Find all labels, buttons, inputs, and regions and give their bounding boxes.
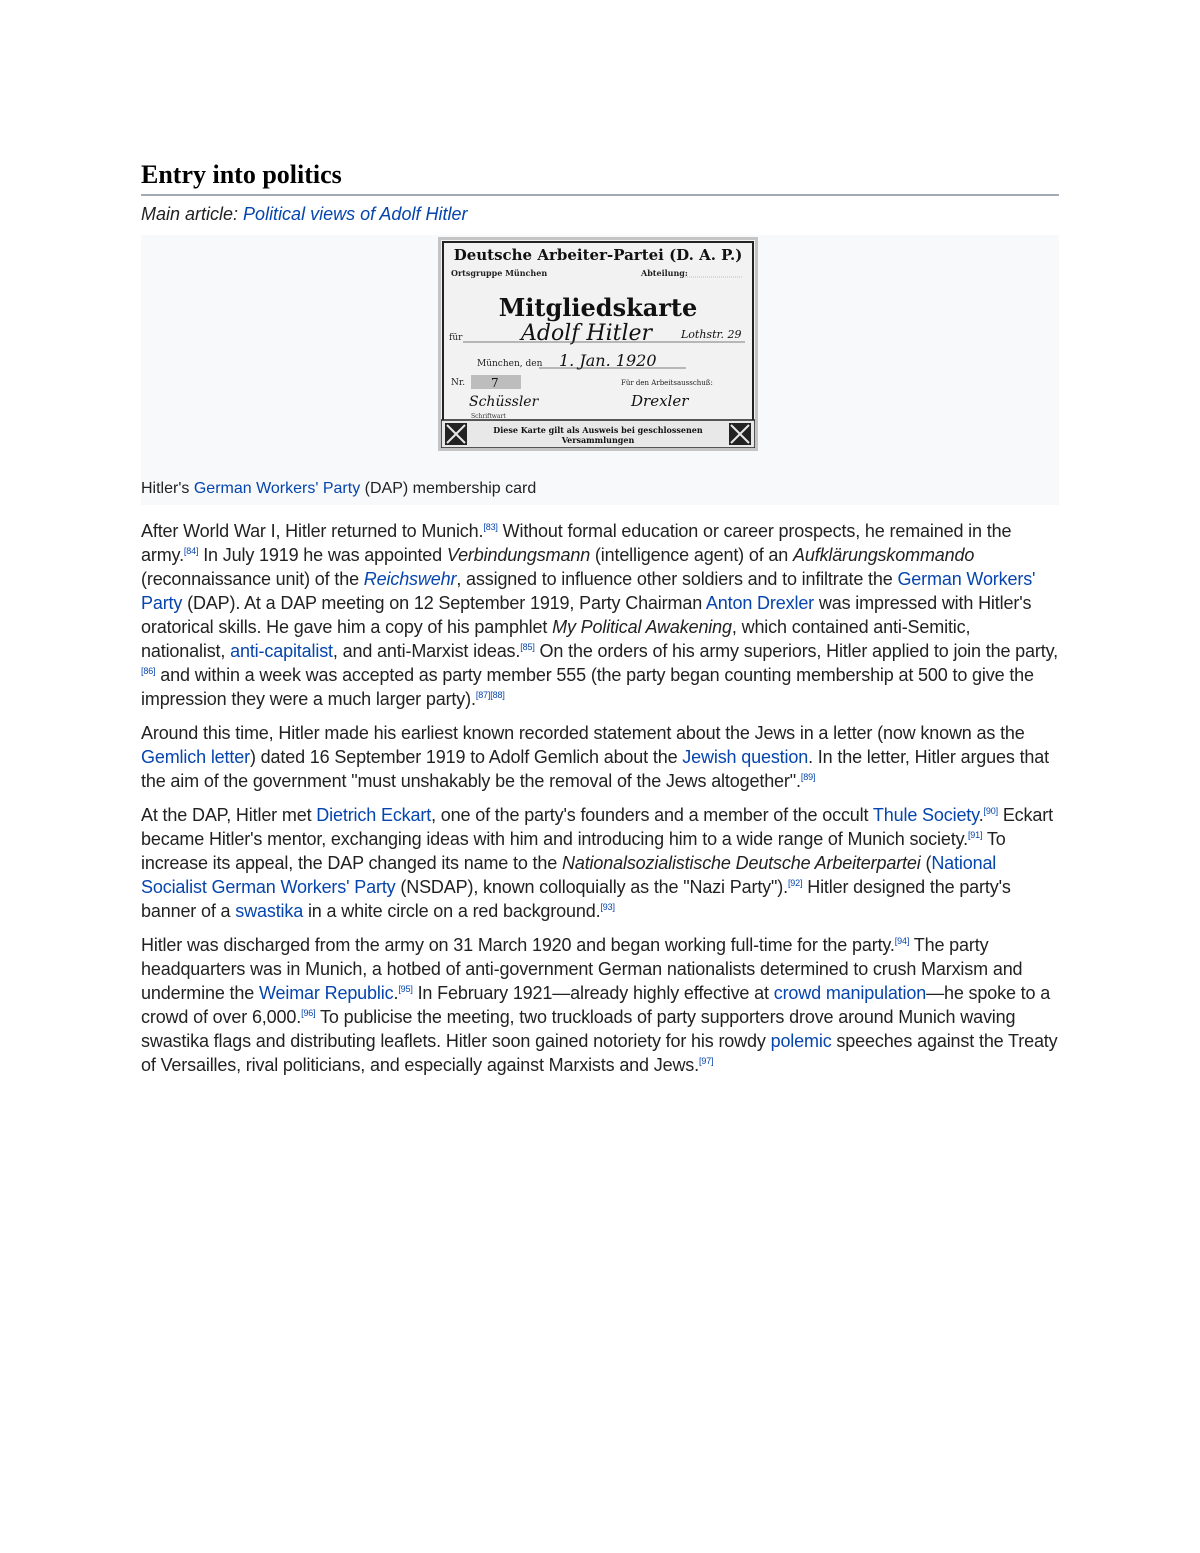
card-street: Lothstr. 29 <box>681 328 742 341</box>
ref-94[interactable]: [94] <box>894 936 910 946</box>
text: Around this time, Hitler made his earliest known recorded statement about the Jews in a letter (now known as the <box>141 723 1025 743</box>
link-german-workers-party[interactable]: German Workers' Party <box>141 569 1036 613</box>
card-title: Mitgliedskarte <box>498 293 698 322</box>
italic-title: My Political Awakening <box>552 617 732 637</box>
ref-84[interactable]: [84] <box>183 546 199 556</box>
text: , one of the party's founders and a member of the occult <box>431 805 873 825</box>
text: To increase its appeal, the DAP changed its name to the <box>141 829 1006 873</box>
ref-90[interactable]: [90] <box>983 806 998 816</box>
card-committee-label: Für den Arbeitsausschuß: <box>621 379 713 387</box>
italic-term: Aufklärungskommando <box>793 545 975 565</box>
card-abteilung: Abteilung: <box>641 268 688 278</box>
text: On the orders of his army superiors, Hitler applied to join the party, <box>534 641 1058 661</box>
link-gemlich-letter[interactable]: Gemlich letter <box>141 747 250 767</box>
text: , which contained anti-Semitic, nationalist, <box>141 617 971 661</box>
text: (intelligence agent) of an <box>590 545 793 565</box>
ref-92[interactable]: [92] <box>787 878 803 888</box>
ref-86[interactable]: [86] <box>141 666 156 676</box>
ref-83[interactable]: [83] <box>483 522 498 532</box>
text: ( <box>920 853 932 873</box>
caption-link-dap[interactable]: German Workers' Party <box>193 480 361 497</box>
text: in a white circle on a red background. <box>303 901 601 921</box>
text: , and anti-Marxist ideas. <box>332 641 521 661</box>
link-jewish-question[interactable]: Jewish question <box>682 747 809 767</box>
text: In July 1919 he was appointed <box>198 545 447 565</box>
figure-caption <box>141 480 536 498</box>
italic-term: Verbindungsmann <box>446 545 591 565</box>
text: —he spoke to a crowd of over 6,000. <box>141 983 1051 1027</box>
ref-91[interactable]: [91] <box>967 830 983 840</box>
link-anton-drexler[interactable]: Anton Drexler <box>705 593 815 613</box>
card-ortsgruppe: Ortsgruppe München <box>451 268 548 278</box>
ref-85[interactable]: [85] <box>520 642 535 652</box>
link-reichswehr[interactable]: Reichswehr <box>363 569 457 589</box>
paragraph-2 <box>141 721 1059 793</box>
text: . <box>393 983 399 1003</box>
ref-87-88[interactable]: [87][88] <box>475 690 505 700</box>
paragraph-1 <box>141 519 1059 711</box>
card-header: Deutsche Arbeiter-Partei (D. A. P.) <box>453 246 743 264</box>
text: speeches against the Treaty of Versailles, rival politicians, and especially against Marxists and Jews. <box>141 1031 1058 1075</box>
card-date: 1. Jan. 1920 <box>559 351 657 370</box>
text: After World War I, Hitler returned to Munich. <box>141 521 484 541</box>
text: was impressed with Hitler's oratorical skills. He gave him a copy of his pamphlet <box>141 593 1032 637</box>
text: , assigned to influence other soldiers and to infiltrate the <box>456 569 898 589</box>
card-footer-line1: Diese Karte gilt als Ausweis bei geschlossenen <box>493 425 703 435</box>
text: and within a week was accepted as party member 555 (the party began counting membership at 500 to give the impression they were a much larger party). <box>141 665 1034 709</box>
caption-before: Hitler's <box>141 480 194 497</box>
text: (reconnaissance unit) of the <box>141 569 364 589</box>
card-nr-label: Nr. <box>451 378 466 388</box>
paragraph-4 <box>141 933 1059 1077</box>
card-name: Adolf Hitler <box>521 321 653 346</box>
ref-93[interactable]: [93] <box>600 902 615 912</box>
link-thule-society[interactable]: Thule Society <box>872 805 979 825</box>
card-fuer: für <box>449 333 463 343</box>
card-sig-left: Schüssler <box>469 394 539 410</box>
main-article-link[interactable]: Political views of Adolf Hitler <box>243 204 468 224</box>
text: Hitler was discharged from the army on 31 March 1920 and began working full-time for the party. <box>141 935 895 955</box>
link-crowd-manipulation[interactable]: crowd manipulation <box>773 983 927 1003</box>
hatnote-prefix: Main article: <box>141 204 244 224</box>
link-weimar-republic[interactable]: Weimar Republic <box>258 983 394 1003</box>
figure-box <box>141 235 1059 505</box>
ref-96[interactable]: [96] <box>301 1008 316 1018</box>
ref-95[interactable]: [95] <box>398 984 413 994</box>
card-date-label: München, den <box>477 359 543 369</box>
card-nr: 7 <box>491 376 499 390</box>
ref-89[interactable]: [89] <box>800 772 816 782</box>
text: . <box>978 805 984 825</box>
text: . In the letter, Hitler argues that the aim of the government "must unshakably be the removal of the Jews altogether". <box>141 747 1049 791</box>
text: ) dated 16 September 1919 to Adolf Gemlich about the <box>249 747 683 767</box>
text: In February 1921—already highly effective at <box>412 983 774 1003</box>
text: Eckart became Hitler's mentor, exchanging ideas with him and introducing him to a wide range of Munich society. <box>141 805 1053 849</box>
text: (NSDAP), known colloquially as the "Nazi Party"). <box>395 877 788 897</box>
ref-97[interactable]: [97] <box>699 1056 714 1066</box>
text: At the DAP, Hitler met <box>141 805 317 825</box>
card-sig-right: Drexler <box>631 392 689 410</box>
text: The party headquarters was in Munich, a hotbed of anti-government German nationalists determined to crush Marxism and undermine the <box>141 935 1023 1003</box>
card-footer-line2: Versammlungen <box>561 435 635 445</box>
link-swastika[interactable]: swastika <box>235 901 304 921</box>
paragraph-3 <box>141 803 1059 923</box>
card-sig-left-label: Schriftwart <box>471 413 506 420</box>
link-nsdap[interactable]: National Socialist German Workers' Party <box>141 853 997 897</box>
link-dietrich-eckart[interactable]: Dietrich Eckart <box>316 805 432 825</box>
link-anti-capitalist[interactable]: anti-capitalist <box>230 641 333 661</box>
text: Without formal education or career prospects, he remained in the army. <box>141 521 1012 565</box>
link-polemic[interactable]: polemic <box>770 1031 832 1051</box>
text: To publicise the meeting, two truckloads of party supporters drove around Munich waving swastika flags and distributing leaflets. Hitler soon gained notoriety for his rowdy <box>141 1007 1016 1051</box>
text: (DAP). At a DAP meeting on 12 September 1919, Party Chairman <box>182 593 706 613</box>
membership-card-image[interactable] <box>438 237 758 451</box>
section-heading: Entry into politics <box>141 158 1059 196</box>
italic-term: Nationalsozialistische Deutsche Arbeiterpartei <box>561 853 921 873</box>
text: Hitler designed the party's banner of a <box>141 877 1011 921</box>
caption-after: (DAP) membership card <box>360 480 537 497</box>
article-section <box>141 158 1059 1087</box>
hatnote <box>141 204 1059 225</box>
